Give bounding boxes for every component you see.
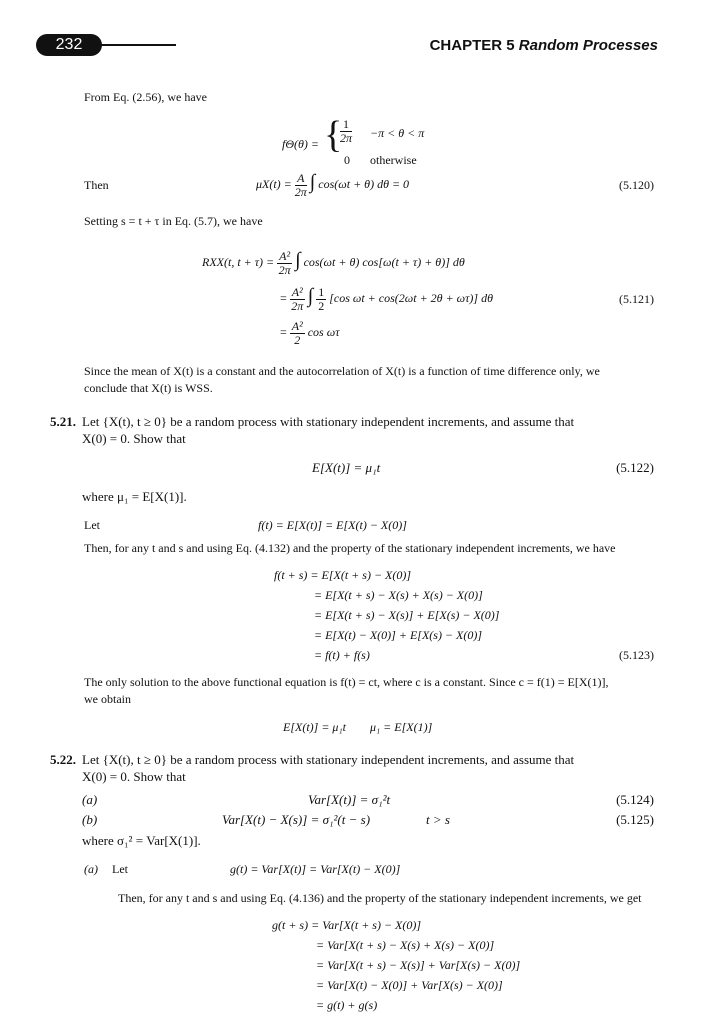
variance-step: g(t + s) = Var[X(t + s) − X(0)] bbox=[272, 918, 422, 932]
part-b-equation: Var[X(t) − X(s)] = σ₁²(t − s) bbox=[222, 812, 371, 827]
pdf-case1-fraction bbox=[340, 118, 352, 144]
let-label: Let bbox=[84, 518, 100, 532]
final-result: E[X(t)] = μ₁t μ₁ = E[X(1)] bbox=[283, 720, 433, 734]
rxx-line2-body: [cos ωt + cos(2ωt + 2θ + ωτ)] dθ bbox=[329, 291, 493, 305]
step: = E[X(t) − X(0)] + E[X(s) − X(0)] bbox=[314, 628, 483, 642]
solution-line-1: The only solution to the above functional equation is f(t) = ct, where c is a constant. Since c = f(1) = E[X(1)], bbox=[84, 675, 609, 689]
step: = f(t) + f(s) bbox=[314, 648, 370, 662]
variance-step: = Var[X(t + s) − X(s) + X(s) − X(0)] bbox=[316, 938, 495, 952]
step: f(t + s) = E[X(t + s) − X(0)] bbox=[274, 568, 412, 582]
rxx-lhs: RXX(t, t + τ) = bbox=[202, 255, 275, 269]
variance-step: = g(t) + g(s) bbox=[316, 998, 378, 1012]
part-a-label: (a) bbox=[82, 792, 98, 807]
step: = E[X(t + s) − X(s)] + E[X(s) − X(0)] bbox=[314, 608, 500, 622]
variance-step: = Var[X(t + s) − X(s)] + Var[X(s) − X(0)] bbox=[316, 958, 521, 972]
eq-number: (5.123) bbox=[619, 648, 654, 662]
problem-5-21-where: where μ₁ = E[X(1)]. bbox=[82, 489, 187, 504]
header-rule bbox=[100, 44, 176, 46]
rxx-line1-body: cos(ωt + θ) cos[ω(t + τ) + θ)] dθ bbox=[303, 255, 465, 269]
conclusion-line-2: conclude that X(t) is WSS. bbox=[84, 381, 213, 395]
problem-5-21-result: E[X(t)] = μ₁t bbox=[312, 460, 381, 475]
step: = E[X(t + s) − X(s) + X(s) − X(0)] bbox=[314, 588, 483, 602]
rxx-line-3: = $\frac{\text{A²}}{2}$ cos ωτ bbox=[280, 319, 340, 347]
integral-sign: ∫ bbox=[309, 171, 316, 193]
rxx-frac-num: A² bbox=[279, 249, 291, 264]
integral-sign: ∫ bbox=[295, 249, 301, 271]
variance-step: = Var[X(t) − X(0)] + Var[X(s) − X(0)] bbox=[316, 978, 503, 992]
mean-lhs: μX(t) = bbox=[256, 177, 292, 191]
part-a-equation: Var[X(t)] = σ₁²t bbox=[308, 792, 391, 807]
rxx-line3-body: cos ωτ bbox=[307, 324, 340, 339]
chapter-heading bbox=[430, 37, 658, 54]
solution-a-let: Let bbox=[112, 862, 128, 876]
chapter-label: CHAPTER 5 bbox=[429, 37, 515, 54]
mean-integrand: cos(ωt + θ) dθ = 0 bbox=[318, 177, 410, 191]
solution-line-2: we obtain bbox=[84, 692, 131, 706]
rxx-frac-num-3: A² bbox=[291, 319, 303, 333]
rxx-line-2: = $\frac{\text{A²}}{2\pi}$ ∫ $\frac{1}{2}$ [cos ωt + cos(2ωt + 2θ + ωτ)] dθ bbox=[280, 285, 493, 313]
eq-number: (5.122) bbox=[616, 460, 654, 475]
half-num: 1 bbox=[318, 285, 325, 300]
eq-number: (5.125) bbox=[616, 812, 654, 827]
pdf-brace: { bbox=[324, 114, 343, 156]
problem-5-22-stmt-1: Let {X(t), t ≥ 0} be a random process with stationary independent increments, and assume that bbox=[82, 752, 575, 767]
pdf-case2-val: 0 bbox=[344, 153, 350, 167]
then-text: Then, for any t and s and using Eq. (4.132) and the property of the stationary independent increments, we have bbox=[84, 541, 616, 555]
mean-frac-den: 2π bbox=[294, 184, 307, 199]
rxx-frac-den-3: 2 bbox=[294, 332, 301, 347]
problem-5-22-where: where σ₁² = Var[X(1)]. bbox=[82, 833, 201, 848]
eq-number: (5.124) bbox=[616, 792, 654, 807]
eq-number: (5.120) bbox=[619, 178, 654, 192]
part-b-label: (b) bbox=[82, 812, 98, 827]
chapter-title: Random Processes bbox=[518, 37, 658, 54]
integral-sign: ∫ bbox=[307, 285, 314, 307]
rxx-frac-den-2: 2π bbox=[291, 298, 304, 313]
eq-number: (5.121) bbox=[619, 292, 654, 306]
problem-5-21-number: 5.21. bbox=[50, 414, 76, 429]
page-number: 232 bbox=[36, 34, 102, 56]
problem-5-22-number: 5.22. bbox=[50, 752, 76, 767]
part-b-condition: t > s bbox=[426, 812, 450, 827]
pdf-lhs: fΘ(θ) = bbox=[282, 137, 319, 151]
then-label: Then bbox=[84, 178, 109, 192]
mean-equation bbox=[256, 171, 409, 198]
then-text-2: Then, for any t and s and using Eq. (4.136) and the property of the stationary independent increments, we get bbox=[118, 891, 642, 905]
pdf-case1-num: 1 bbox=[340, 118, 352, 132]
problem-5-21-stmt-1: Let {X(t), t ≥ 0} be a random process with stationary independent increments, and assume that bbox=[82, 414, 575, 429]
let-definition: f(t) = E[X(t)] = E[X(t) − X(0)] bbox=[258, 518, 407, 532]
pdf-case2-cond: otherwise bbox=[370, 153, 417, 167]
from-eq-text: From Eq. (2.56), we have bbox=[84, 90, 207, 104]
solution-a-definition: g(t) = Var[X(t)] = Var[X(t) − X(0)] bbox=[230, 862, 401, 876]
pdf-case1-den: 2π bbox=[340, 130, 353, 145]
mean-frac-num: A bbox=[295, 172, 307, 186]
half-den: 2 bbox=[318, 298, 325, 313]
rxx-frac-num-2: A² bbox=[291, 285, 303, 300]
pdf-case1-cond: −π < θ < π bbox=[370, 126, 425, 140]
rxx-frac-den: 2π bbox=[278, 262, 291, 277]
problem-5-22-stmt-2: X(0) = 0. Show that bbox=[82, 769, 186, 784]
rxx-line-1 bbox=[202, 249, 465, 276]
solution-a-label: (a) bbox=[84, 862, 98, 876]
setting-text: Setting s = t + τ in Eq. (5.7), we have bbox=[84, 214, 263, 228]
problem-5-21-stmt-2: X(0) = 0. Show that bbox=[82, 431, 186, 446]
conclusion-line-1: Since the mean of X(t) is a constant and the autocorrelation of X(t) is a function of time difference only, we bbox=[84, 364, 600, 378]
